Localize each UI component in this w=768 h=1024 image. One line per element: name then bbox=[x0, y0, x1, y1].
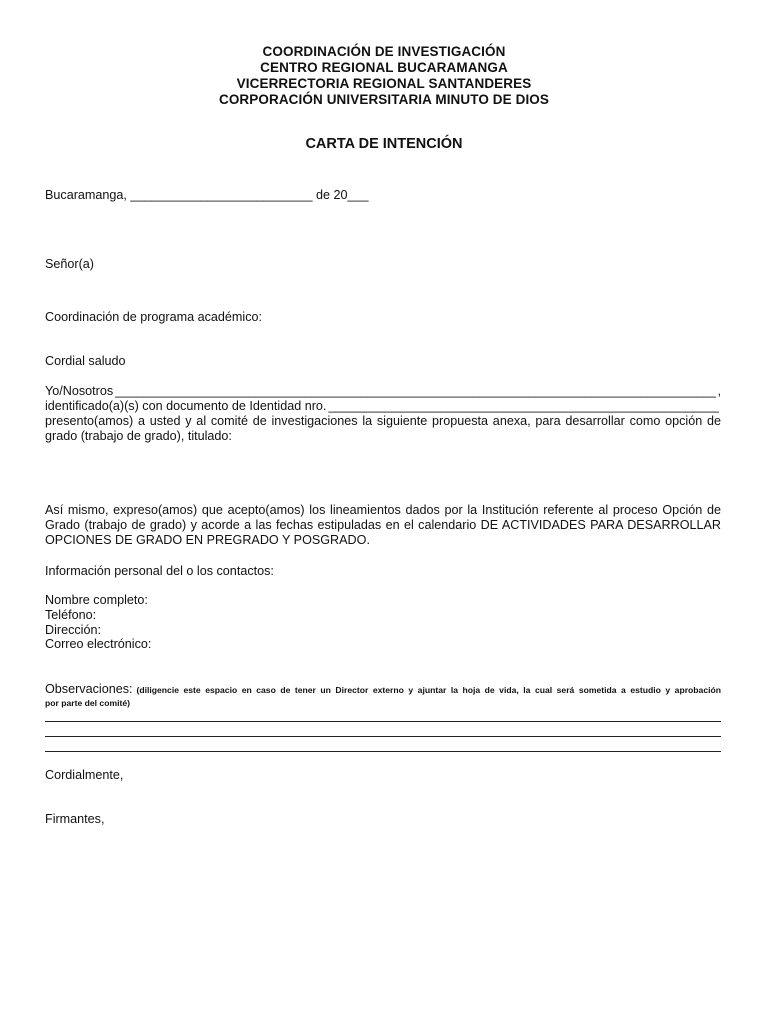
document-title: CARTA DE INTENCIÓN bbox=[305, 136, 463, 152]
addressee: Señor(a) bbox=[45, 257, 94, 271]
date-line: Bucaramanga, __________________________ de 20___ bbox=[45, 188, 369, 202]
header-line-coordination: COORDINACIÓN DE INVESTIGACIÓN bbox=[262, 44, 506, 59]
observations-rule-1 bbox=[45, 721, 721, 722]
field-phone: Teléfono: bbox=[45, 608, 97, 622]
header-line-vice-rectorate: VICERRECTORIA REGIONAL SANTANDERES bbox=[236, 76, 532, 91]
name-blank-line bbox=[45, 384, 721, 399]
yo-nosotros-label: Yo/Nosotros bbox=[45, 384, 114, 398]
coordination-line: Coordinación de programa académico: bbox=[45, 310, 263, 324]
header-line-center: CENTRO REGIONAL BUCARAMANGA bbox=[260, 60, 508, 75]
document-header bbox=[0, 44, 768, 108]
agreement-line-2: Grado (trabajo de grado) y acorde a las fechas estipuladas en el calendario DE ACTIVIDADES PARA DESARROLLAR bbox=[45, 518, 721, 532]
id-blank-line bbox=[45, 399, 721, 414]
titled-line: grado (trabajo de grado), titulado: bbox=[45, 429, 232, 443]
proposal-text-line: presento(amos) a usted y al comité de investigaciones la siguiente propuesta anexa, para desarrollar como opción de bbox=[45, 414, 721, 428]
observations-note-line-1: (diligencie este espacio en caso de tener un Director externo y ajuntar la hoja de vida, la cual será sometida a estudio y aprobación bbox=[136, 685, 721, 695]
field-full-name: Nombre completo: bbox=[45, 593, 148, 607]
intent-paragraph bbox=[45, 384, 721, 444]
observations-rule-3 bbox=[45, 751, 721, 752]
field-address: Dirección: bbox=[45, 623, 101, 637]
blank-fill bbox=[328, 399, 719, 414]
signers-label: Firmantes, bbox=[45, 812, 105, 826]
agreement-line-3: OPCIONES DE GRADO EN PREGRADO Y POSGRADO. bbox=[45, 533, 370, 547]
contact-info-heading: Información personal del o los contactos: bbox=[45, 564, 274, 578]
observations-note-line-2: por parte del comité) bbox=[45, 698, 130, 708]
greeting: Cordial saludo bbox=[45, 354, 126, 368]
agreement-paragraph bbox=[45, 503, 721, 548]
id-label: identificado(a)(s) con documento de Identidad nro. bbox=[45, 399, 327, 413]
agreement-line-1: Así mismo, expreso(amos) que acepto(amos) los lineamientos dados por la Institución referente al proceso Opción de bbox=[45, 503, 721, 517]
field-email: Correo electrónico: bbox=[45, 637, 152, 651]
observations-block bbox=[45, 683, 721, 710]
blank-fill bbox=[115, 384, 715, 399]
observations-rule-2 bbox=[45, 736, 721, 737]
observations-label: Observaciones: bbox=[45, 682, 133, 696]
comma: , bbox=[717, 384, 721, 398]
header-line-corporation: CORPORACIÓN UNIVERSITARIA MINUTO DE DIOS bbox=[218, 92, 550, 107]
closing: Cordialmente, bbox=[45, 768, 124, 782]
